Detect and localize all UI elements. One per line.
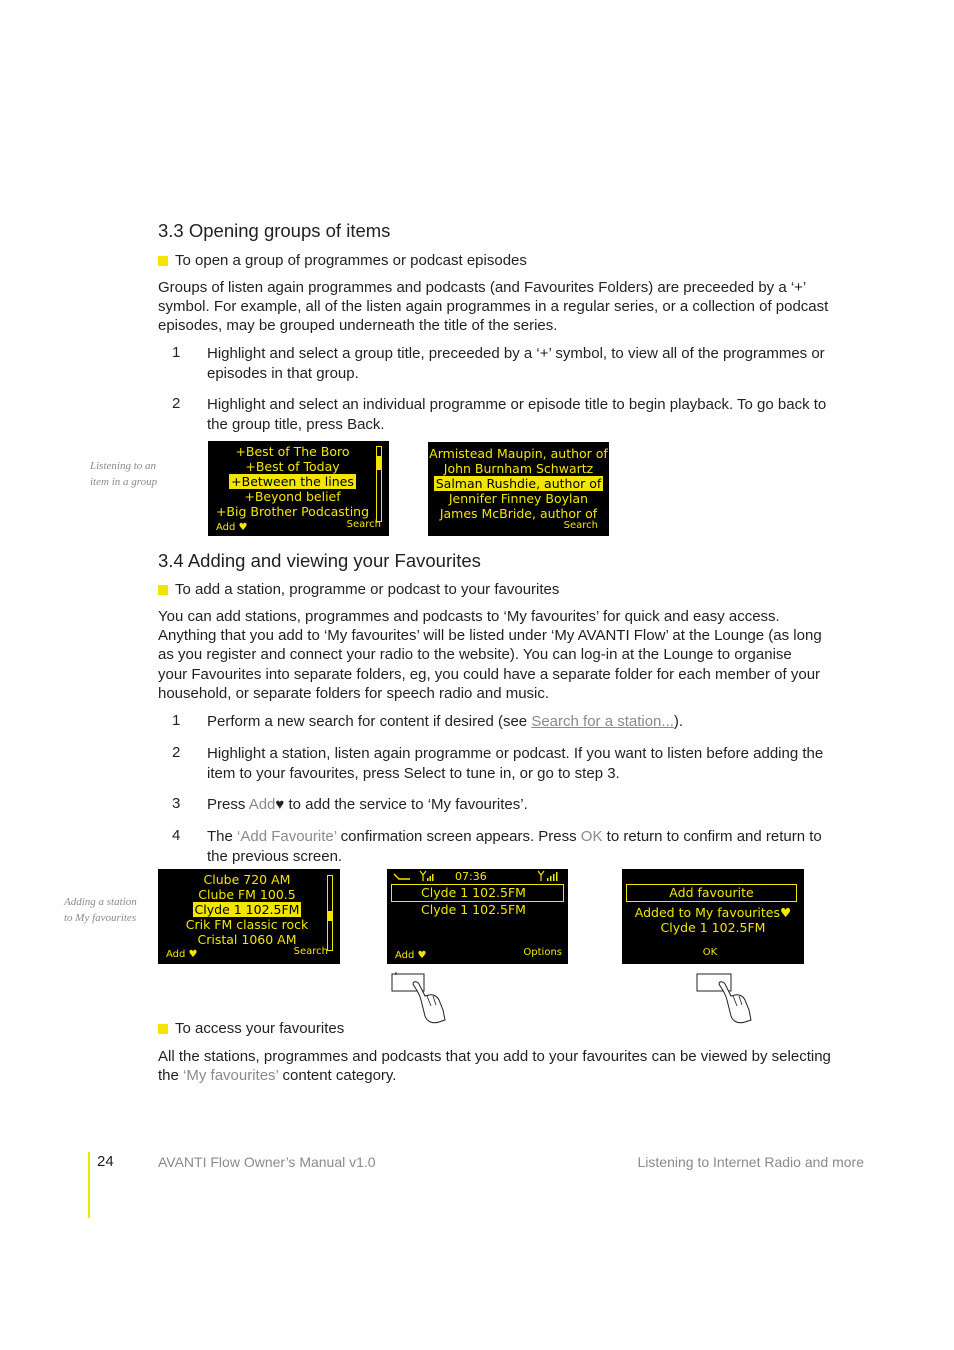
- step-text: [207, 795, 857, 815]
- subheading-open-group: [158, 252, 527, 269]
- radio-screen-station-list: [158, 869, 340, 964]
- screen-list-item: Clube 720 AM: [203, 872, 291, 887]
- wifi-signal-icon: [419, 870, 435, 882]
- section-3-4-heading: 3.4 Adding and viewing your Favourites: [158, 550, 481, 571]
- confirmation-line: Added to My favourites♥: [634, 905, 792, 920]
- add-favourite-screen-name: ‘Add Favourite’: [237, 828, 337, 845]
- bullet-square-icon: [158, 1024, 168, 1034]
- step-number: 1: [172, 712, 181, 729]
- boxed-title-line: [626, 884, 797, 902]
- chapter-title: Listening to Internet Radio and more: [637, 1154, 864, 1170]
- intro-line: symbol. For example, all of the listen again programmes in a regular series, or a collection of podcast: [158, 298, 829, 316]
- hand-press-button-icon: [694, 971, 756, 1027]
- step-line: the previous screen.: [207, 847, 343, 865]
- step-number: 1: [172, 344, 181, 361]
- screen-list-item: Crik FM classic rock: [185, 917, 309, 932]
- para-line: the ‘My favourites’ content category.: [158, 1067, 397, 1085]
- screen-list-item: +Best of Today: [245, 459, 340, 474]
- subheading-text: To open a group of programmes or podcast episodes: [175, 252, 527, 269]
- screen-scrollbar: [327, 875, 333, 951]
- step-text-part: Perform a new search for content if desired (see: [207, 713, 532, 730]
- screen-list-item: Cristal 1060 AM: [197, 932, 297, 947]
- screen-list-item-selected: Clyde 1 102.5FM: [194, 902, 300, 917]
- boxed-title-text: Add favourite: [669, 885, 754, 900]
- step-text-part: ).: [673, 713, 684, 730]
- bullet-square-icon: [158, 585, 168, 595]
- softkey-search: Search: [293, 946, 328, 957]
- step-text: [207, 744, 857, 783]
- softkey-add: Add ♥: [166, 949, 198, 960]
- step-number: 2: [172, 744, 181, 761]
- intro-line: household, or separate folders for speech radio and music.: [158, 684, 550, 702]
- para-line: All the stations, programmes and podcasts that you add to your favourites can be viewed by selecting: [158, 1048, 831, 1065]
- boxed-station-text: Clyde 1 102.5FM: [421, 885, 526, 900]
- page-number: 24: [97, 1153, 114, 1170]
- intro-line: your Favourites into separate folders, eg, you could have a separate folder for each member of your: [158, 665, 821, 683]
- access-favourites-paragraph: [158, 1047, 863, 1085]
- key-ok-label: OK: [580, 828, 603, 845]
- screen-list-item-selected: +Between the lines: [231, 474, 354, 489]
- screen-list-item: +Beyond belief: [244, 489, 341, 504]
- step-line: Highlight and select an individual programme or episode title to begin playback. To go back to: [207, 396, 827, 413]
- step-text: [207, 827, 857, 866]
- my-favourites-category: ‘My favourites’: [183, 1067, 279, 1085]
- screen-list-item-selected: Salman Rushdie, author of: [435, 476, 602, 491]
- softkey-add: Add ♥: [395, 950, 427, 961]
- caption-line: Listening to an: [90, 460, 157, 472]
- screen-list-item: Armistead Maupin, author of: [429, 446, 608, 461]
- step-text: [207, 344, 857, 383]
- caption-line: Adding a station: [64, 896, 137, 908]
- radio-screen-now-playing: [387, 869, 568, 964]
- heart-icon: ♥: [275, 796, 285, 813]
- scrollbar-thumb: [328, 911, 332, 921]
- screen-list-item: John Burnham Schwartz: [443, 461, 594, 476]
- step-text-part: to return to confirm and return to: [602, 828, 822, 845]
- section-3-4-intro: [158, 607, 863, 703]
- station-name-line: Clyde 1 102.5FM: [421, 902, 526, 917]
- caption-line: item in a group: [90, 476, 158, 488]
- screen-list-item: Jennifer Finney Boylan: [448, 491, 589, 506]
- softkey-search: Search: [346, 519, 381, 530]
- step-number: 4: [172, 827, 181, 844]
- clock-time: 07:36: [455, 870, 487, 883]
- intro-line: You can add stations, programmes and podcasts to ‘My favourites’ for quick and easy access.: [158, 608, 780, 625]
- signal-strength-icon: [537, 870, 561, 882]
- subheading-add-favourites: [158, 581, 559, 598]
- scrollbar-thumb: [377, 456, 381, 470]
- intro-line: episodes, may be grouped underneath the title of the series.: [158, 317, 558, 335]
- radio-screen-add-favourite: [622, 869, 804, 964]
- footer-accent-bar: [88, 1152, 90, 1218]
- step-number: 2: [172, 395, 181, 412]
- step-line: Highlight a station, listen again programme or podcast. If you want to listen before adding the: [207, 745, 824, 762]
- step-text-part: Press: [207, 796, 249, 813]
- softkey-options: Options: [523, 947, 562, 958]
- screen-list-item: James McBride, author of: [439, 506, 598, 521]
- search-for-station-link[interactable]: Search for a station...: [531, 713, 674, 730]
- screen-scrollbar: [376, 446, 382, 522]
- boxed-station-line: [391, 884, 564, 902]
- figure-caption-group: [90, 458, 157, 490]
- intro-line: Anything that you add to ‘My favourites’ will be listed under ‘My AVANTI Flow’ at the Lounge (as long: [158, 627, 822, 645]
- step-text: [207, 395, 857, 434]
- bullet-square-icon: [158, 256, 168, 266]
- step-text-part: confirmation screen appears. Press: [336, 828, 581, 845]
- softkey-add: Add ♥: [216, 522, 248, 533]
- step-text: [207, 712, 857, 732]
- softkey-search: Search: [563, 520, 598, 531]
- step-text-part: to add the service to ‘My favourites’.: [284, 796, 528, 813]
- subheading-access-favourites: [158, 1020, 344, 1037]
- screen-list-item: Clube FM 100.5: [198, 887, 296, 902]
- manual-title: AVANTI Flow Owner’s Manual v1.0: [158, 1154, 376, 1170]
- key-add-label: Add: [248, 796, 276, 813]
- step-text-part: The: [207, 828, 238, 845]
- caption-line: to My favourites: [64, 912, 137, 924]
- hand-press-button-icon: [389, 970, 451, 1026]
- step-number: 3: [172, 795, 181, 812]
- step-line: item to your favourites, press Select to tune in, or go to step 3.: [207, 764, 620, 782]
- subheading-text: To add a station, programme or podcast to your favourites: [175, 581, 560, 598]
- intro-line: as you register and connect your radio to the website). You can log-in at the Lounge to organise: [158, 646, 792, 664]
- figure-caption-favourites: [64, 894, 137, 926]
- radio-screen-group-list: [208, 441, 389, 536]
- alarm-icon: [393, 872, 411, 881]
- screen-list-item: +Best of The Boro: [235, 444, 350, 459]
- section-3-3-heading: 3.3 Opening groups of items: [158, 220, 391, 241]
- screen-list-item: +Big Brother Podcasting: [215, 504, 370, 519]
- radio-screen-episode-list: [428, 442, 609, 536]
- step-line: Highlight and select a group title, preceeded by a ‘+’ symbol, to view all of the programmes or: [207, 345, 825, 362]
- station-name-line: Clyde 1 102.5FM: [660, 920, 766, 935]
- softkey-ok: OK: [702, 947, 718, 958]
- step-line: the group title, press Back.: [207, 415, 385, 433]
- step-line: episodes in that group.: [207, 364, 359, 382]
- section-3-3-intro: [158, 278, 863, 336]
- subheading-text: To access your favourites: [175, 1020, 345, 1037]
- intro-line: Groups of listen again programmes and podcasts (and Favourites Folders) are preceeded by a ‘+’: [158, 279, 807, 296]
